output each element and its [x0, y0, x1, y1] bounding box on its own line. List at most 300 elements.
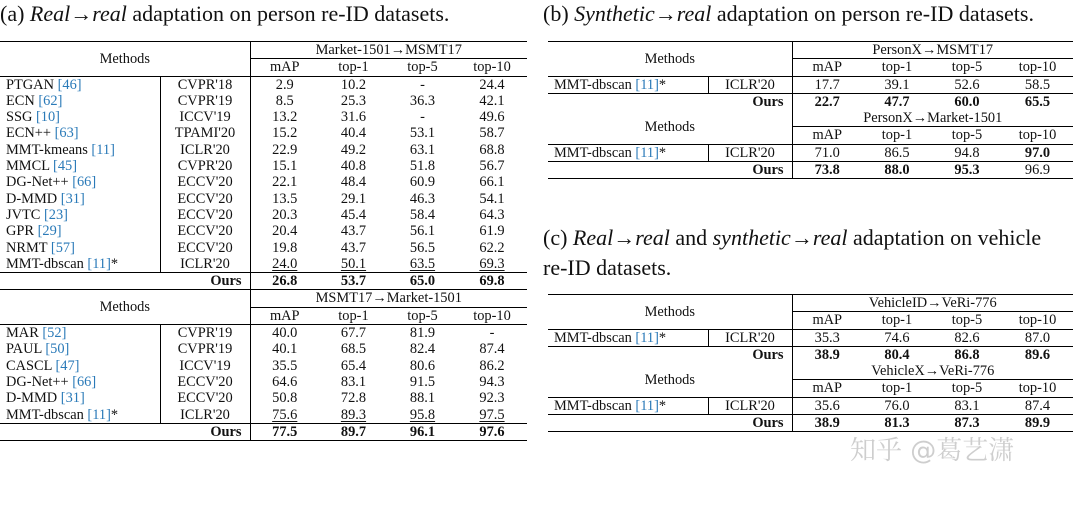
value-text: 22.1	[272, 174, 298, 191]
table-a	[0, 41, 527, 441]
value-text: 45.4	[340, 206, 367, 223]
ours-value: 81.3	[862, 415, 932, 432]
method-name	[548, 76, 708, 93]
table-row	[0, 223, 527, 239]
venue-cell: ICLR'20	[160, 256, 250, 273]
ours-value: 53.7	[319, 273, 388, 290]
table-b-grid	[548, 41, 1073, 179]
value-text: 24.4	[479, 76, 505, 93]
table-row	[0, 142, 527, 158]
value-cell	[319, 407, 388, 424]
method-suffix: *	[658, 76, 667, 93]
method-suffix: *	[658, 144, 667, 161]
value-text: 46.3	[409, 190, 436, 207]
value-cell	[250, 341, 319, 357]
method-name	[0, 142, 160, 158]
venue-cell: CVPR'20	[160, 158, 250, 174]
value-text: 66.1	[479, 174, 505, 191]
table-row	[0, 240, 527, 256]
metric-header: top-5	[951, 312, 983, 329]
value-cell	[319, 240, 388, 256]
venue-cell: ECCV'20	[160, 390, 250, 406]
value-text: 68.8	[479, 141, 505, 158]
table-row	[0, 358, 527, 374]
value-text: 42.1	[479, 92, 505, 109]
ours-value: 60.0	[932, 93, 1002, 110]
caption-b	[543, 0, 1034, 28]
value-text: 62.2	[479, 239, 505, 256]
value-text: 58.5	[1024, 76, 1051, 93]
metric-header: top-10	[1018, 127, 1057, 144]
value-cell	[319, 207, 388, 223]
venue-cell: ICCV'19	[160, 109, 250, 125]
value-cell	[1002, 397, 1073, 414]
method-suffix: *	[658, 397, 667, 414]
value-text: 39.1	[884, 76, 910, 93]
ours-value: 96.1	[388, 423, 457, 440]
value-text: 49.6	[479, 109, 505, 126]
value-text: 95.8	[409, 406, 436, 423]
venue-cell: ECCV'20	[160, 240, 250, 256]
value-text: 36.3	[409, 92, 436, 109]
value-text: 97.5	[479, 406, 505, 423]
method-suffix: *	[110, 406, 119, 423]
value-text: 50.1	[340, 255, 367, 272]
value-cell	[457, 223, 527, 239]
method-name	[0, 174, 160, 190]
group-header: VehicleID→VeRi-776	[792, 295, 1073, 312]
methods-header: Methods	[644, 371, 695, 388]
group-header: Market-1501→MSMT17	[250, 42, 527, 59]
method-label: GPR	[6, 223, 38, 240]
table-row	[548, 144, 1073, 161]
method-name	[548, 329, 708, 346]
value-cell	[862, 329, 932, 346]
ours-value: 95.3	[932, 162, 1002, 179]
ours-value: 26.8	[250, 273, 319, 290]
value-text: 71.0	[814, 144, 840, 161]
group-header: VehicleX→VeRi-776	[792, 363, 1073, 380]
value-cell	[388, 76, 457, 93]
value-cell	[457, 125, 527, 141]
value-cell	[250, 174, 319, 190]
ours-label: Ours	[548, 415, 792, 432]
value-cell	[792, 397, 862, 414]
value-cell	[457, 374, 527, 390]
caption-c-rest: adaptation on vehicle	[847, 225, 1042, 250]
table-row	[0, 125, 527, 141]
citation-link: [66]	[72, 174, 97, 191]
value-cell	[388, 374, 457, 390]
value-text: 64.3	[479, 206, 505, 223]
header-row	[548, 110, 1073, 127]
table-row	[0, 174, 527, 190]
value-text: 15.2	[272, 125, 298, 142]
value-text: 49.2	[340, 141, 367, 158]
ours-row	[548, 162, 1073, 179]
method-name	[0, 158, 160, 174]
value-text: 2.9	[275, 76, 294, 93]
citation-link: [62]	[38, 92, 63, 109]
ours-value: 22.7	[792, 93, 862, 110]
citation-link: [57]	[50, 239, 75, 256]
venue-cell: ECCV'20	[160, 374, 250, 390]
value-text: 75.6	[272, 406, 298, 423]
value-text: 63.1	[409, 141, 436, 158]
value-cell	[250, 325, 319, 342]
value-text: 31.6	[340, 109, 367, 126]
method-name	[0, 125, 160, 141]
method-name	[0, 191, 160, 207]
value-text: 25.3	[340, 92, 367, 109]
metric-header: top-1	[881, 312, 913, 329]
method-label: D-MMD	[6, 390, 61, 407]
value-text: 94.3	[479, 373, 505, 390]
ours-value: 96.9	[1002, 162, 1073, 179]
value-cell	[319, 125, 388, 141]
value-text: 13.5	[272, 190, 298, 207]
venue-cell: ICLR'20	[708, 397, 792, 414]
citation-link: [10]	[36, 109, 60, 126]
value-cell	[319, 325, 388, 342]
value-cell	[1002, 329, 1073, 346]
ours-label: Ours	[548, 93, 792, 110]
value-text: 52.6	[954, 76, 980, 93]
value-cell	[457, 93, 527, 109]
value-text: 13.2	[272, 109, 298, 126]
ours-label: Ours	[548, 162, 792, 179]
method-name	[548, 397, 708, 414]
methods-header: Methods	[0, 290, 250, 325]
value-text: 54.1	[479, 190, 505, 207]
value-text: 58.4	[409, 206, 436, 223]
method-name	[0, 109, 160, 125]
value-text: 82.4	[409, 341, 436, 358]
ours-value: 65.5	[1002, 93, 1073, 110]
value-cell	[250, 358, 319, 374]
value-cell	[388, 125, 457, 141]
value-text: 86.5	[884, 144, 910, 161]
venue-cell: ECCV'20	[160, 223, 250, 239]
citation-link: [11]	[635, 397, 659, 414]
venue-cell: TPAMI'20	[160, 125, 250, 141]
value-cell	[388, 256, 457, 273]
value-text: 83.1	[340, 373, 367, 390]
value-text: 20.4	[272, 223, 298, 240]
value-text: 8.5	[275, 92, 294, 109]
value-cell	[319, 341, 388, 357]
value-cell	[1002, 76, 1073, 93]
venue-cell: ICCV'19	[160, 358, 250, 374]
ours-row	[548, 93, 1073, 110]
group-header: PersonX→MSMT17	[792, 42, 1073, 59]
value-cell	[250, 256, 319, 273]
method-label: PTGAN	[6, 76, 58, 93]
value-cell	[250, 207, 319, 223]
method-name	[0, 76, 160, 93]
value-cell	[457, 207, 527, 223]
value-cell	[319, 174, 388, 190]
table-row	[0, 341, 527, 357]
citation-link: [29]	[37, 223, 62, 240]
caption-c	[543, 224, 1041, 252]
ours-value: 38.9	[792, 415, 862, 432]
method-label: ECN++	[6, 125, 55, 142]
metric-header: top-10	[473, 59, 511, 76]
value-text: 22.9	[272, 141, 298, 158]
value-cell	[250, 93, 319, 109]
venue-cell: ECCV'20	[160, 174, 250, 190]
citation-link: [31]	[60, 390, 85, 407]
table-row	[0, 158, 527, 174]
value-cell	[457, 407, 527, 424]
value-cell	[388, 158, 457, 174]
value-text: 40.1	[272, 341, 298, 358]
venue-cell: CVPR'18	[160, 76, 250, 93]
table-row	[548, 76, 1073, 93]
value-text: 80.6	[409, 357, 436, 374]
value-text: 86.2	[479, 357, 505, 374]
venue-cell: ICLR'20	[708, 144, 792, 161]
value-cell	[457, 256, 527, 273]
value-cell	[250, 191, 319, 207]
value-text: 19.8	[272, 239, 298, 256]
value-cell	[250, 407, 319, 424]
ours-value: 77.5	[250, 423, 319, 440]
value-cell	[932, 397, 1002, 414]
value-cell	[457, 158, 527, 174]
ours-value: 89.7	[319, 423, 388, 440]
value-cell	[457, 341, 527, 357]
metric-header: top-1	[338, 59, 369, 76]
venue-cell: CVPR'19	[160, 325, 250, 342]
value-cell	[319, 142, 388, 158]
venue-cell: ICLR'20	[708, 76, 792, 93]
value-text: 35.6	[814, 397, 840, 414]
citation-link: [50]	[45, 341, 70, 358]
caption-a-italic: Real→real	[29, 1, 127, 26]
value-text: 40.4	[340, 125, 367, 142]
value-cell	[457, 240, 527, 256]
value-cell	[457, 390, 527, 406]
value-cell	[319, 158, 388, 174]
value-cell	[388, 341, 457, 357]
value-text: 69.3	[479, 255, 505, 272]
caption-c-mid: and	[669, 225, 713, 250]
value-text: 72.8	[340, 390, 367, 407]
caption-b-prefix: (b)	[543, 1, 575, 26]
metric-header: mAP	[792, 59, 862, 76]
value-cell	[457, 174, 527, 190]
value-text: 15.1	[272, 158, 298, 175]
caption-c-line2	[543, 254, 671, 282]
venue-cell: ICLR'20	[160, 142, 250, 158]
table-c-grid	[548, 294, 1073, 432]
value-text: 64.6	[272, 373, 298, 390]
ours-value: 65.0	[388, 273, 457, 290]
value-cell	[250, 390, 319, 406]
value-cell	[388, 223, 457, 239]
method-name	[0, 374, 160, 390]
caption-b-rest: adaptation on person re-ID datasets.	[711, 1, 1034, 26]
value-cell	[319, 93, 388, 109]
value-cell	[388, 325, 457, 342]
value-text: 58.7	[479, 125, 505, 142]
value-text: 91.5	[409, 373, 436, 390]
method-label: MMT-dbscan	[554, 329, 636, 346]
ours-value: 89.9	[1002, 415, 1073, 432]
method-label: MMT-dbscan	[554, 397, 636, 414]
table-row	[548, 397, 1073, 414]
value-cell	[250, 240, 319, 256]
caption-c-italic1: Real→real	[572, 225, 670, 250]
value-cell	[457, 76, 527, 93]
ours-value: 69.8	[457, 273, 527, 290]
value-cell	[250, 109, 319, 125]
value-text: 61.9	[479, 223, 505, 240]
ours-row	[548, 346, 1073, 363]
ours-row	[0, 273, 527, 290]
watermark-text: 知乎 @葛艺潇	[850, 436, 1015, 466]
venue-cell: ECCV'20	[160, 191, 250, 207]
method-label: MMT-dbscan	[6, 255, 88, 272]
value-text: 87.4	[1024, 397, 1051, 414]
caption-c-prefix: (c)	[543, 225, 573, 250]
method-label: DG-Net++	[6, 373, 73, 390]
value-cell	[457, 325, 527, 342]
method-label: MMT-kmeans	[6, 141, 92, 158]
value-cell	[792, 76, 862, 93]
metric-header: top-10	[1018, 59, 1057, 76]
value-text: 74.6	[884, 329, 910, 346]
metric-header: top-1	[881, 380, 913, 397]
value-cell	[932, 76, 1002, 93]
method-label: JVTC	[6, 206, 44, 223]
method-label: NRMT	[6, 239, 51, 256]
metric-header: top-5	[951, 380, 983, 397]
value-text: 68.5	[340, 341, 367, 358]
ours-value: 97.6	[457, 423, 527, 440]
method-label: PAUL	[6, 341, 46, 358]
method-label: MMT-dbscan	[554, 144, 636, 161]
metric-header: mAP	[792, 380, 862, 397]
metric-header: top-5	[407, 59, 438, 76]
table-row	[0, 109, 527, 125]
table-a2	[0, 289, 527, 441]
header-row	[548, 363, 1073, 380]
value-text: 88.1	[409, 390, 436, 407]
method-label: D-MMD	[6, 190, 61, 207]
method-name	[0, 223, 160, 239]
value-cell	[250, 158, 319, 174]
method-label: SSG	[6, 109, 36, 126]
venue-cell: CVPR'19	[160, 341, 250, 357]
ours-value: 38.9	[792, 346, 862, 363]
ours-value: 47.7	[862, 93, 932, 110]
value-text: 87.0	[1024, 329, 1051, 346]
table-row	[0, 325, 527, 342]
value-cell	[388, 191, 457, 207]
method-name	[0, 407, 160, 424]
method-name	[0, 256, 160, 273]
value-text: 56.5	[409, 239, 436, 256]
table-c	[548, 294, 1073, 432]
value-cell	[932, 144, 1002, 161]
caption-c-italic2: synthetic→real	[712, 225, 848, 250]
table-row	[548, 329, 1073, 346]
header-row	[548, 42, 1073, 59]
ours-value: 87.3	[932, 415, 1002, 432]
value-cell	[388, 407, 457, 424]
method-label: MMT-dbscan	[6, 406, 88, 423]
ours-value: 88.0	[862, 162, 932, 179]
caption-c-line2-text: re-ID datasets.	[543, 255, 672, 280]
value-cell	[388, 109, 457, 125]
metric-header: top-5	[951, 59, 983, 76]
value-cell	[792, 144, 862, 161]
group-header: MSMT17→Market-1501	[250, 290, 527, 307]
value-cell	[319, 358, 388, 374]
methods-header: Methods	[0, 42, 250, 77]
citation-link: [66]	[72, 373, 97, 390]
citation-link: [46]	[57, 76, 82, 93]
value-text: 43.7	[340, 223, 367, 240]
value-cell	[862, 397, 932, 414]
methods-header: Methods	[548, 42, 792, 77]
value-text: 83.1	[954, 397, 980, 414]
value-cell	[319, 76, 388, 93]
metric-header: top-5	[407, 307, 438, 324]
table-b	[548, 41, 1073, 179]
value-cell	[457, 358, 527, 374]
value-cell	[319, 256, 388, 273]
table-row	[0, 207, 527, 223]
value-text: 40.0	[272, 325, 298, 342]
value-text: 50.8	[272, 390, 298, 407]
venue-cell: ICLR'20	[708, 329, 792, 346]
value-text: 35.5	[272, 357, 298, 374]
value-cell	[457, 109, 527, 125]
value-text: -	[420, 109, 425, 126]
value-cell	[457, 191, 527, 207]
value-cell	[457, 142, 527, 158]
caption-a	[0, 0, 449, 28]
value-cell	[319, 223, 388, 239]
value-cell	[250, 125, 319, 141]
metric-header: top-1	[338, 307, 369, 324]
value-cell	[388, 174, 457, 190]
method-label: DG-Net++	[6, 174, 73, 191]
ours-row	[0, 423, 527, 440]
value-cell	[388, 142, 457, 158]
method-name	[0, 93, 160, 109]
value-cell	[388, 358, 457, 374]
value-text: 97.0	[1024, 144, 1051, 161]
value-text: 65.4	[340, 357, 367, 374]
caption-a-rest: adaptation on person re-ID datasets.	[126, 1, 450, 26]
value-cell	[250, 142, 319, 158]
ours-value: 89.6	[1002, 346, 1073, 363]
method-name	[0, 325, 160, 342]
value-text: 56.7	[479, 158, 505, 175]
citation-link: [23]	[43, 206, 68, 223]
value-cell	[388, 390, 457, 406]
value-text: 81.9	[409, 325, 436, 342]
table-row	[0, 407, 527, 424]
method-name	[0, 341, 160, 357]
table-row	[0, 191, 527, 207]
value-text: 10.2	[340, 76, 367, 93]
